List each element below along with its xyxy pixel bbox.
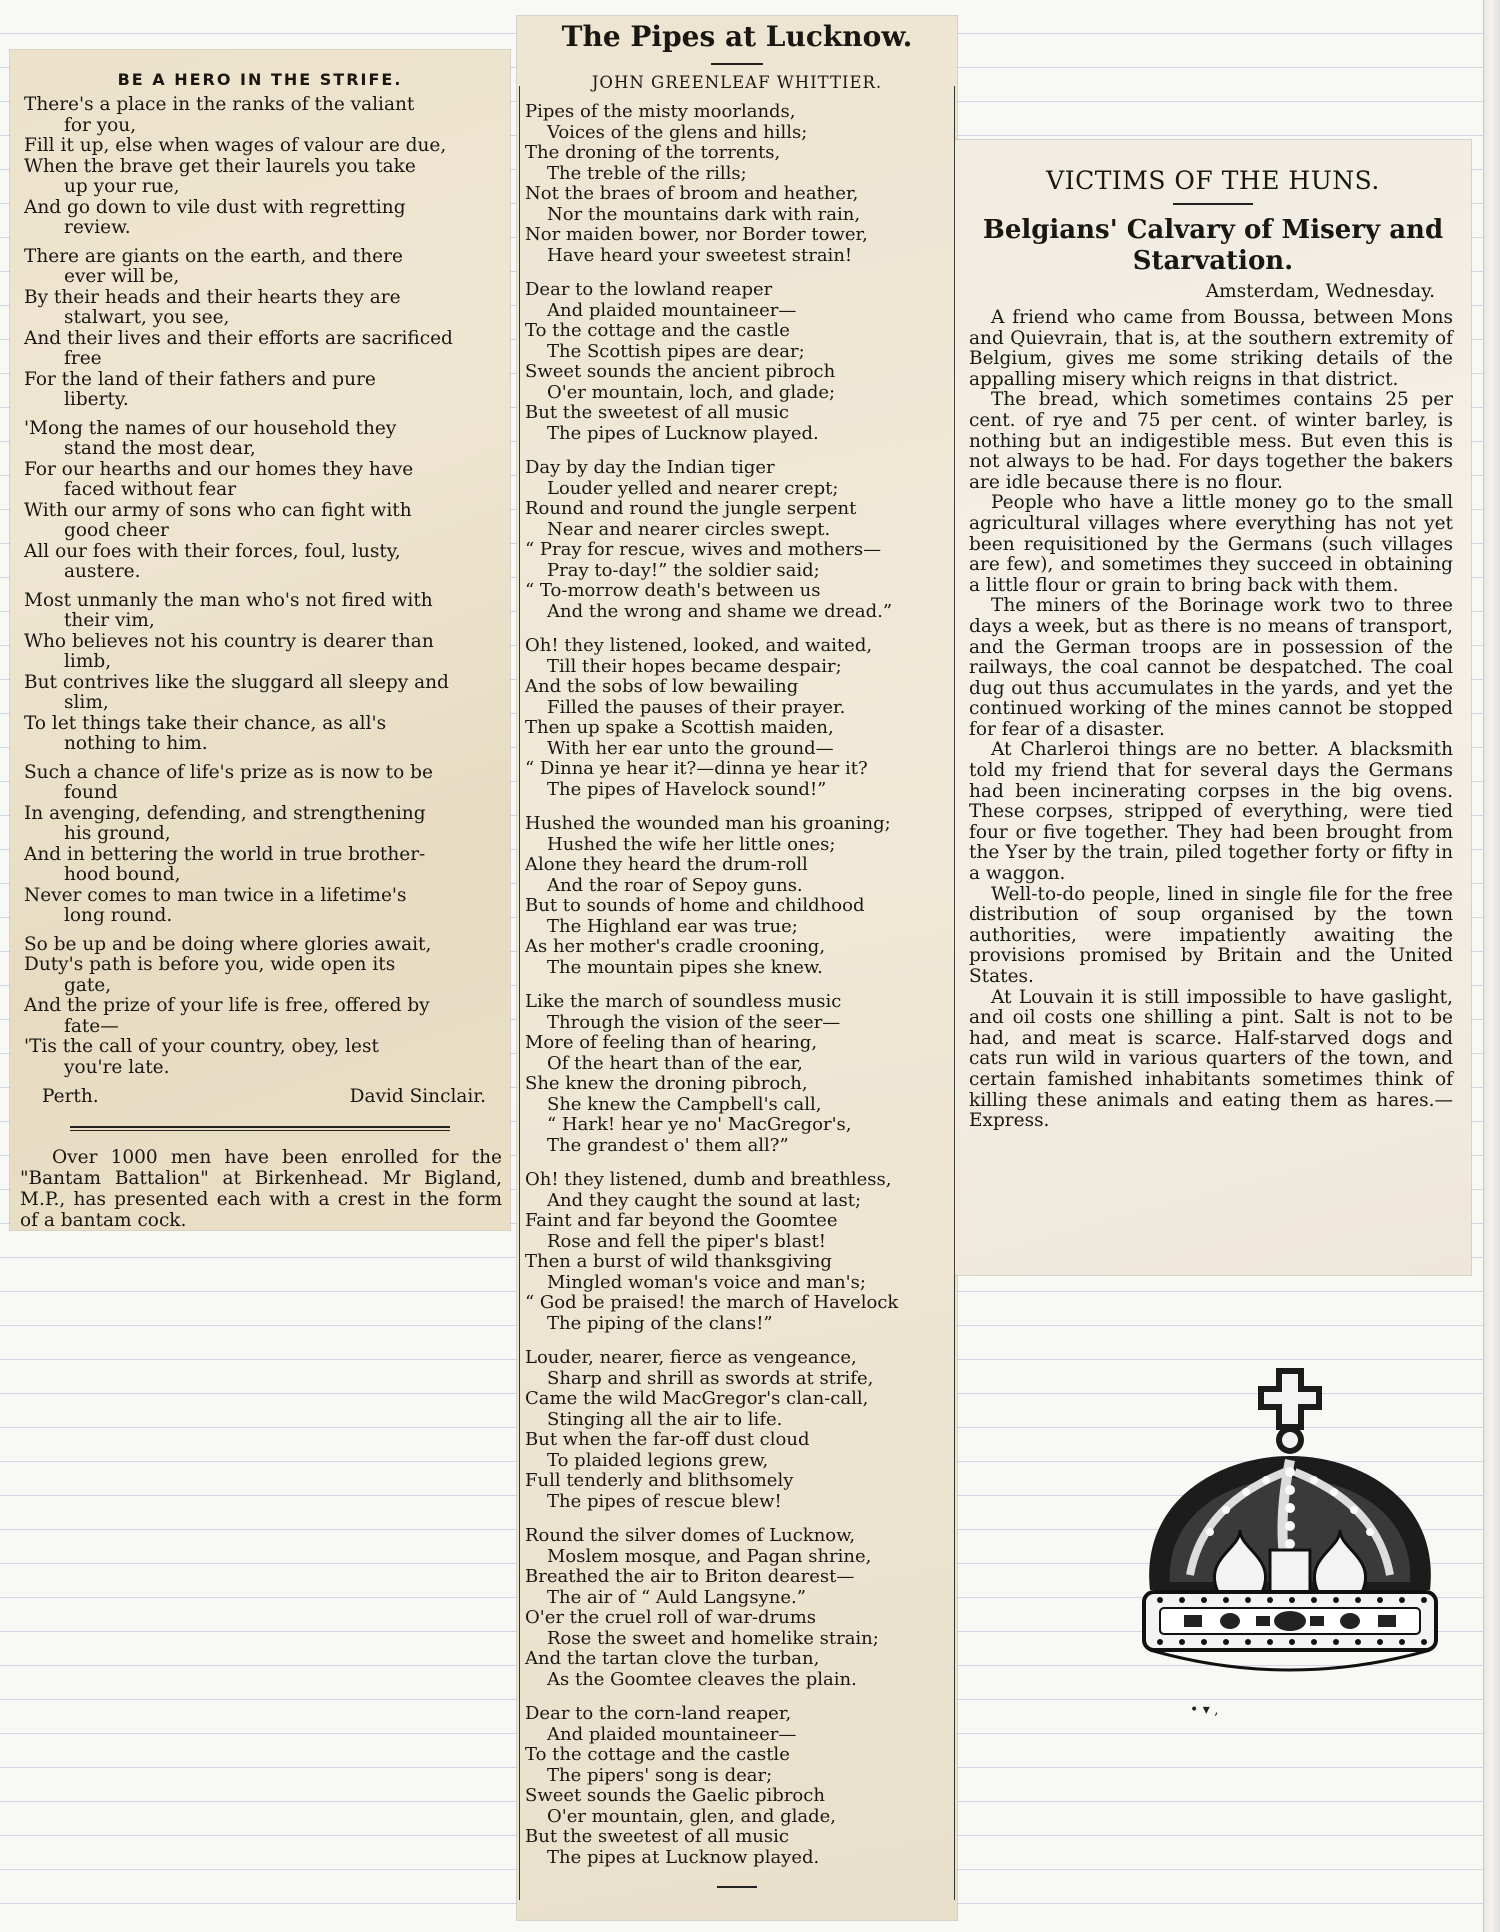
poem-line: Sweet sounds the ancient pibroch — [525, 361, 836, 382]
poem-line: But the sweetest of all music — [525, 1826, 789, 1847]
poem-line: review. — [64, 217, 131, 238]
stanza — [24, 591, 510, 755]
article-paragraph: A friend who came from Boussa, between Mons and Quievrain, that is, at the southern extremity of Belgium, gives me some striking details of the appalling misery which reigns in that district. — [969, 307, 1453, 390]
poem-line: O'er the cruel roll of war-drums — [525, 1607, 817, 1628]
poem-line: Who believes not his country is dearer than — [24, 630, 434, 652]
article-paragraph: The miners of the Borinage work two to three days a week, but as there is no means of transport, and the German troops are in possession of the railways, the coal cannot be despatched. The coal dug out thus accumulates in the yards, and yet the continued working of the mines cannot be stopped for fear of a disaster. — [969, 595, 1453, 740]
stanza — [24, 763, 510, 927]
separator-rule — [70, 1126, 450, 1131]
stanza — [24, 935, 510, 1079]
poem-line: And plaided mountaineer— — [547, 299, 797, 321]
poem-line: stalwart, you see, — [64, 307, 230, 328]
poem-line: Then up spake a Scottish maiden, — [525, 717, 834, 738]
poem-line: With her ear unto the ground— — [547, 737, 834, 759]
poem-line: The pipes of Havelock sound!” — [547, 778, 827, 800]
poem-line: Round the silver domes of Lucknow, — [525, 1525, 856, 1546]
poem-line: stand the most dear, — [64, 438, 256, 459]
poem-line: The mountain pipes she knew. — [547, 956, 823, 978]
poem-line: Most unmanly the man who's not fired with — [24, 589, 433, 611]
poem-line: To plaided legions grew, — [547, 1449, 769, 1471]
poem-line: ever will be, — [64, 266, 180, 287]
poem-line: As her mother's cradle crooning, — [525, 936, 826, 957]
poem-line: And in bettering the world in true brother- — [24, 843, 426, 865]
clipping-pipes-poem — [517, 16, 957, 1920]
poem-line: his ground, — [64, 823, 171, 844]
poem-line: The pipes of rescue blew! — [547, 1490, 782, 1512]
poem-line: Not the braes of broom and heather, — [525, 183, 859, 204]
crown-image — [1130, 1360, 1450, 1700]
poem-line: “ Dinna ye hear it?—dinna ye hear it? — [525, 758, 868, 779]
poem-line: O'er mountain, loch, and glade; — [547, 381, 836, 403]
poem-line: Stinging all the air to life. — [547, 1408, 783, 1430]
article-paragraph: The bread, which sometimes contains 25 per cent. of rye and 75 per cent. of winter barley, is nothing but an indigestible mess. But even this is not always to be had. For days together the bakers are idle because there is no flour. — [969, 389, 1453, 493]
poem-line: free — [64, 348, 102, 369]
poem-line: She knew the droning pibroch, — [525, 1073, 808, 1094]
poem-line: For the land of their fathers and pure — [24, 368, 376, 390]
poem-line: O'er mountain, glen, and glade, — [547, 1805, 836, 1827]
poem-line: found — [64, 782, 118, 803]
stanza — [525, 1348, 957, 1512]
poem-line: Rose the sweet and homelike strain; — [547, 1627, 879, 1649]
article-paragraph: People who have a little money go to the small agricultural villages where everything has not yet been requisitioned by the Germans (such villages are few), and sometimes they succeed in obtaining a little flour or grain to bring back with them. — [969, 492, 1453, 596]
poem-line: Oh! they listened, dumb and breathless, — [525, 1169, 892, 1190]
poem-line: their vim, — [64, 610, 155, 631]
stanza — [24, 95, 510, 239]
poem-line: Rose and fell the piper's blast! — [547, 1230, 826, 1252]
poem-line: Sweet sounds the Gaelic pibroch — [525, 1785, 825, 1806]
poem-line: Dear to the corn-land reaper, — [525, 1703, 792, 1724]
poem-line: With our army of sons who can fight with — [24, 499, 412, 521]
signature-line — [10, 1086, 510, 1108]
poem-line: hood bound, — [64, 864, 181, 885]
poem-line: you're late. — [64, 1056, 170, 1078]
poem-line: Nor the mountains dark with rain, — [547, 203, 861, 225]
signature-place: Perth. — [42, 1086, 99, 1107]
stanza — [525, 1170, 957, 1334]
poem-line: Fill it up, else when wages of valour are due, — [24, 135, 447, 156]
poem-line: But when the far-off dust cloud — [525, 1429, 810, 1450]
poem-line: To the cottage and the castle — [525, 1744, 790, 1765]
bantam-note: Over 1000 men have been enrolled for the "Bantam Battalion" at Birkenhead. Mr Bigland, M.P., has presented each with a crest in the form of a bantam cock. — [20, 1147, 502, 1230]
poem-line: austere. — [64, 561, 141, 582]
poem-line: Sharp and shrill as swords at strife, — [547, 1367, 874, 1389]
poem-line: But contrives like the sluggard all sleepy and — [24, 671, 449, 693]
poem-line: And their lives and their efforts are sacrificed — [24, 327, 453, 349]
heading-rule — [1173, 203, 1253, 205]
article-body — [955, 308, 1471, 1132]
poem-line: The droning of the torrents, — [525, 142, 781, 163]
poem-line: And the prize of your life is free, offered by — [24, 995, 430, 1016]
poem-line: nothing to him. — [64, 733, 208, 754]
column-rule-left — [519, 86, 520, 1900]
poem-line: And they caught the sound at last; — [547, 1189, 862, 1211]
poem-line: “ Hark! hear ye no' MacGregor's, — [547, 1114, 852, 1135]
title-rule — [711, 63, 763, 65]
poem-line: Such a chance of life's prize as is now to be — [24, 761, 433, 783]
poem-line: So be up and be doing where glories await, — [24, 933, 432, 955]
hero-poem-body — [10, 95, 510, 1078]
poem-line: Hushed the wife her little ones; — [547, 833, 836, 855]
poem-line: Came the wild MacGregor's clan-call, — [525, 1388, 869, 1409]
poem-line: In avenging, defending, and strengthening — [24, 802, 426, 824]
poem-line: Pipes of the misty moorlands, — [525, 101, 796, 122]
poem-line: Through the vision of the seer— — [547, 1011, 841, 1033]
poem-line: The pipes at Lucknow played. — [547, 1846, 820, 1868]
stanza — [24, 419, 510, 583]
poem-line: slim, — [64, 692, 109, 713]
poem-line: When the brave get their laurels you take — [24, 155, 416, 177]
poem-line: Breathed the air to Briton dearest— — [525, 1566, 855, 1587]
poem-line: liberty. — [64, 389, 129, 410]
stanza — [525, 102, 957, 266]
poem-line: Nor maiden bower, nor Border tower, — [525, 224, 868, 245]
signature-author: David Sinclair. — [349, 1086, 486, 1107]
stanza — [525, 280, 957, 444]
poem-line: Have heard your sweetest strain! — [547, 244, 853, 266]
poem-line: long round. — [64, 905, 173, 926]
poem-line: 'Mong the names of our household they — [24, 417, 397, 439]
poem-line: The air of “ Auld Langsyne.” — [547, 1586, 806, 1608]
poem-line: The Scottish pipes are dear; — [547, 340, 805, 362]
poem-line: Day by day the Indian tiger — [525, 457, 775, 478]
poem-line: But to sounds of home and childhood — [525, 895, 865, 916]
poem-line: For our hearths and our homes they have — [24, 458, 414, 480]
stanza — [24, 247, 510, 411]
poem-line: 'Tis the call of your country, obey, lest — [24, 1036, 379, 1057]
poem-heading: BE A HERO IN THE STRIFE. — [117, 70, 403, 89]
article-heading: VICTIMS OF THE HUNS. — [1046, 166, 1380, 195]
poem-line: good cheer — [64, 520, 169, 541]
poem-line: up your rue, — [64, 176, 180, 197]
pencil-mark: • ▾ , — [1190, 1702, 1219, 1718]
poem-line: Hushed the wounded man his groaning; — [525, 813, 891, 834]
poem-line: Near and nearer circles swept. — [547, 518, 831, 540]
poem-line: To let things take their chance, as all's — [24, 712, 387, 734]
poem-line: Like the march of soundless music — [525, 991, 842, 1012]
poem-line: “ God be praised! the march of Havelock — [525, 1292, 899, 1313]
poem-line: She knew the Campbell's call, — [547, 1093, 822, 1115]
poem-line: “ Pray for rescue, wives and mothers— — [525, 539, 882, 560]
poem-line: Louder yelled and nearer crept; — [547, 477, 839, 499]
poem-line: The piping of the clans!” — [547, 1312, 773, 1334]
poem-line: faced without fear — [64, 479, 237, 500]
poem-line: Filled the pauses of their prayer. — [547, 696, 846, 718]
clipping-hero-poem — [10, 50, 510, 1230]
poem-line: The pipes of Lucknow played. — [547, 422, 819, 444]
poem-line: Alone they heard the drum-roll — [525, 854, 808, 875]
poem-line: The pipers' song is dear; — [547, 1764, 773, 1786]
poem-line: Voices of the glens and hills; — [547, 121, 808, 143]
poem-line: There are giants on the earth, and there — [24, 245, 403, 267]
poem-line: Mingled woman's voice and man's; — [547, 1271, 866, 1293]
poem-line: gate, — [64, 974, 112, 996]
poem-line: Of the heart than of the ear, — [547, 1052, 803, 1074]
poem-line: To the cottage and the castle — [525, 320, 790, 341]
poem-line: And the tartan clove the turban, — [525, 1648, 820, 1669]
poem-line: Pray to-day!” the soldier said; — [547, 559, 820, 581]
poem-line: More of feeling than of hearing, — [525, 1032, 818, 1053]
clipping-huns-article — [955, 140, 1471, 1275]
pipes-poem-body — [517, 102, 957, 1868]
article-paragraph: At Louvain it is still impossible to have gaslight, and oil costs one shilling a pint. Salt is not to be had, and meat is scarce. Half-starved dogs and cats run wild in various quarters of the town, and certain famished inhabitants sometimes think of killing these animals and eating them as hares.—Express. — [969, 986, 1453, 1132]
poem-line: And the wrong and shame we dread.” — [547, 600, 893, 622]
poem-line: Louder, nearer, fierce as vengeance, — [525, 1347, 857, 1368]
poem-line: Duty's path is before you, wide open its — [24, 954, 396, 975]
poem-line: The grandest o' them all?” — [547, 1134, 789, 1156]
poem-line: The treble of the rills; — [547, 162, 747, 184]
poem-line: Dear to the lowland reaper — [525, 279, 773, 300]
stanza — [525, 814, 957, 978]
poem-line: Faint and far beyond the Goomtee — [525, 1210, 838, 1231]
poem-line: Then a burst of wild thanksgiving — [525, 1251, 832, 1272]
poem-line: By their heads and their hearts they are — [24, 286, 401, 308]
poem-line: But the sweetest of all music — [525, 402, 789, 423]
poem-line: All our foes with their forces, foul, lusty, — [24, 540, 401, 562]
poem-author: JOHN GREENLEAF WHITTIER. — [591, 73, 883, 92]
end-rule — [717, 1886, 757, 1888]
poem-title: The Pipes at Lucknow. — [561, 20, 913, 53]
stanza — [525, 458, 957, 622]
poem-line: And the sobs of low bewailing — [525, 676, 799, 697]
article-paragraph: Well-to-do people, lined in single file for the free distribution of soup organised by the town authorities, were impatiently awaiting the provisions promised by Britain and the United States. — [969, 883, 1453, 987]
poem-line: Moslem mosque, and Pagan shrine, — [547, 1545, 872, 1567]
poem-line: limb, — [64, 651, 112, 672]
poem-line: And the roar of Sepoy guns. — [547, 874, 803, 896]
poem-line: Oh! they listened, looked, and waited, — [525, 635, 873, 656]
page-edge — [1483, 0, 1500, 1932]
poem-line: “ To-morrow death's between us — [525, 580, 821, 601]
poem-line: And go down to vile dust with regretting — [24, 196, 406, 218]
poem-line: There's a place in the ranks of the valiant — [24, 94, 415, 115]
stanza — [525, 636, 957, 800]
stanza — [525, 1526, 957, 1690]
article-paragraph: At Charleroi things are no better. A blacksmith told my friend that for several days the Germans had been incinerating corpses in the big ovens. These corpses, stripped of everything, were tied four or five together. They had been brought from the Yser by the train, piled together forty or fifty in a waggon. — [969, 739, 1453, 885]
poem-line: As the Goomtee cleaves the plain. — [547, 1668, 857, 1690]
poem-line: The Highland ear was true; — [547, 915, 798, 937]
poem-line: fate— — [64, 1015, 119, 1037]
poem-line: Round and round the jungle serpent — [525, 498, 857, 519]
poem-line: And plaided mountaineer— — [547, 1723, 797, 1745]
stanza — [525, 992, 957, 1156]
poem-line: for you, — [64, 114, 137, 136]
poem-line: Till their hopes became despair; — [547, 655, 842, 677]
article-subheading: Belgians' Calvary of Misery and Starvation. — [982, 215, 1444, 276]
stanza — [525, 1704, 957, 1868]
poem-line: Never comes to man twice in a lifetime's — [24, 884, 407, 906]
poem-line: Full tenderly and blithsomely — [525, 1470, 794, 1491]
article-dateline: Amsterdam, Wednesday. — [1205, 281, 1435, 302]
